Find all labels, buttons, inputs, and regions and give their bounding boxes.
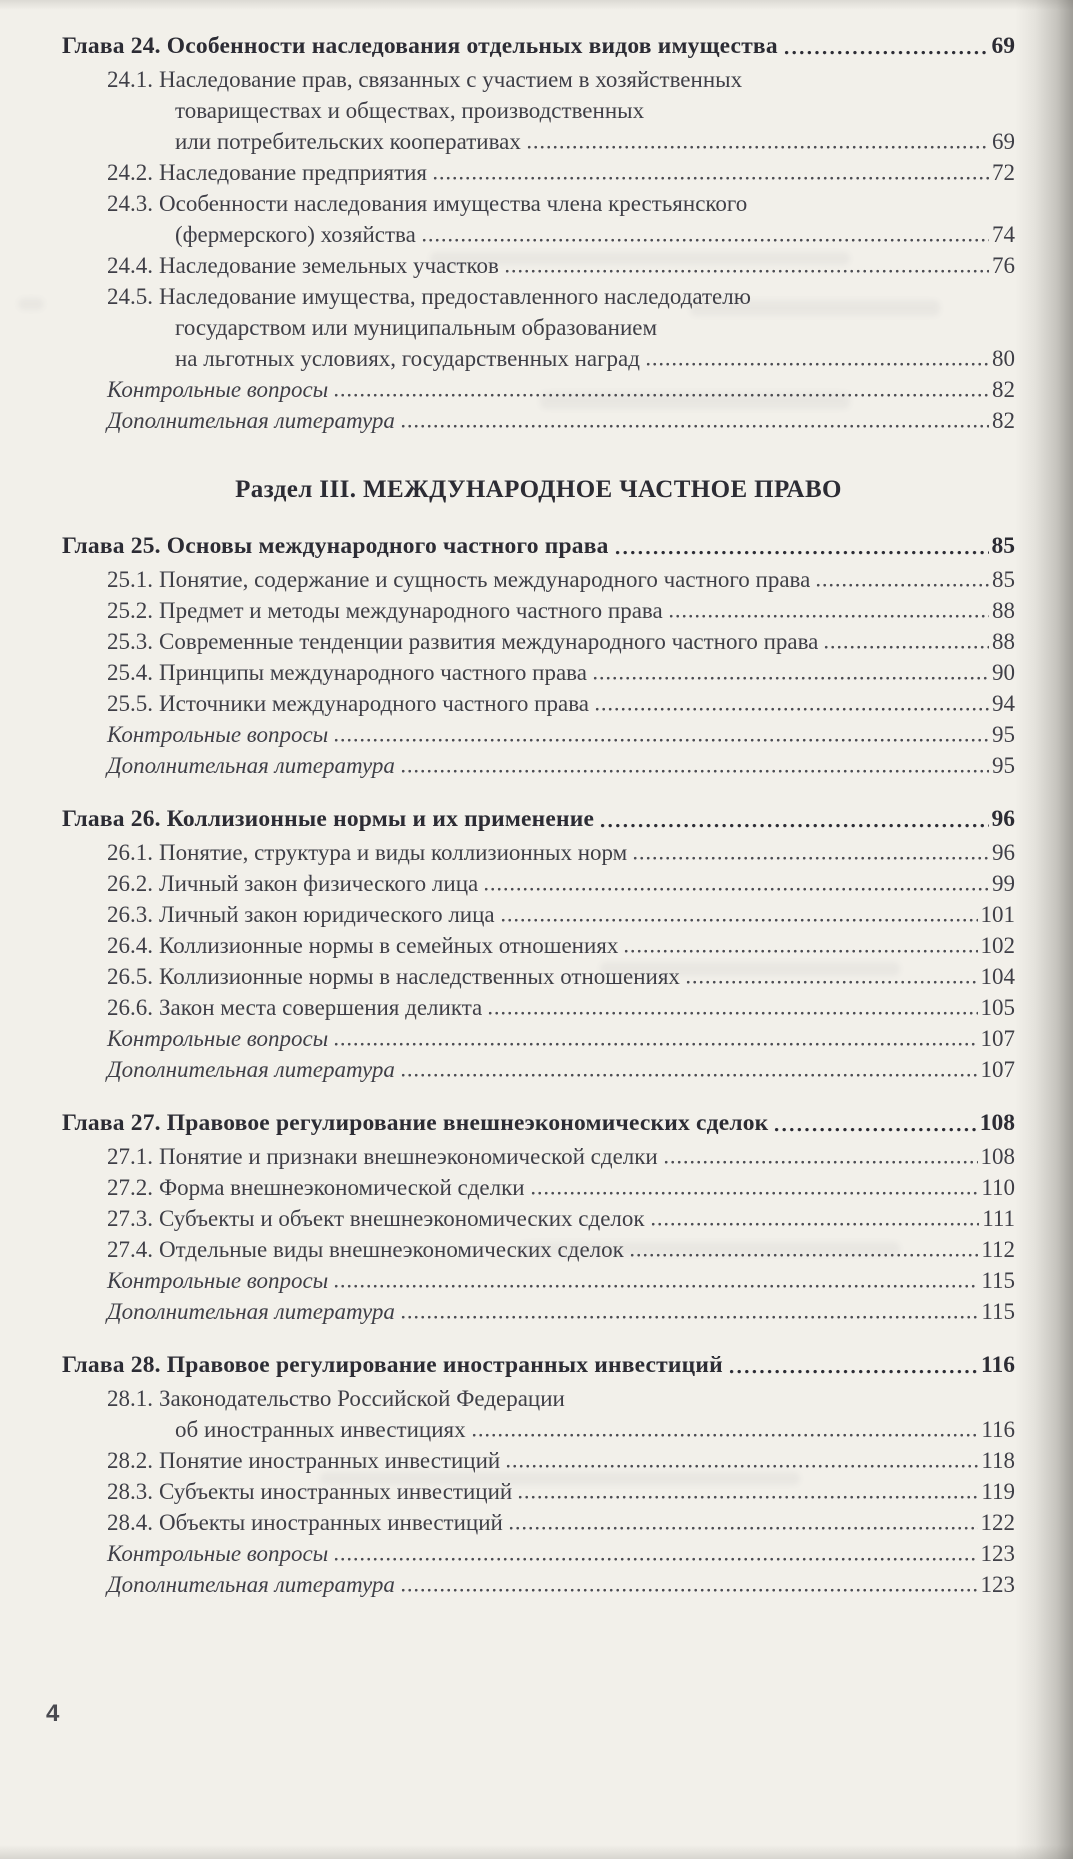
toc-item-text: Законодательство Российской Федерации <box>159 1386 565 1411</box>
toc-item-number: 25.3. <box>107 629 153 654</box>
toc-item-text: Контрольные вопросы <box>107 1026 329 1051</box>
toc-item-row <box>62 595 1015 626</box>
toc-item-text: Понятие иностранных инвестиций <box>159 1448 501 1473</box>
toc-item-number: 26.4. <box>107 933 153 958</box>
toc-leader-dots <box>646 362 989 367</box>
toc-item-text: (фермерского) хозяйства <box>175 222 416 247</box>
toc-item <box>62 188 1015 250</box>
toc-item-page-number: 74 <box>992 222 1015 247</box>
toc-item <box>62 719 1015 750</box>
toc-item-text: Наследование прав, связанных с участием в хозяйственных <box>159 67 743 92</box>
toc-item-text: Форма внешнеэкономической сделки <box>159 1175 525 1200</box>
toc-item-page-number: 118 <box>981 1448 1015 1473</box>
toc-item-text: государством или муниципальным образованием <box>175 315 658 340</box>
toc-item <box>62 1383 1015 1445</box>
toc-item-row <box>62 1141 1015 1172</box>
toc-chapter-page-number: 108 <box>979 1110 1015 1136</box>
toc-item <box>62 1476 1015 1507</box>
toc-item <box>62 837 1015 868</box>
toc-item-row <box>62 1234 1015 1265</box>
toc-item <box>62 1054 1015 1085</box>
toc-item-page-number: 119 <box>981 1479 1015 1504</box>
toc-item-text: Принципы международного частного права <box>159 660 587 685</box>
toc-leader-dots <box>527 145 989 150</box>
toc-chapter-heading-row <box>62 1347 1015 1383</box>
toc-item-page-number: 123 <box>980 1541 1015 1566</box>
toc-item <box>62 1507 1015 1538</box>
toc-item-number: 25.4. <box>107 660 153 685</box>
toc-item <box>62 1296 1015 1327</box>
toc-item-text: Личный закон юридического лица <box>159 902 495 927</box>
toc-item-row <box>62 219 1015 250</box>
toc-item-number: 24.3. <box>107 191 153 216</box>
toc-item-page-number: 116 <box>981 1417 1015 1442</box>
toc-leader-dots <box>784 50 989 56</box>
toc-item-text: Контрольные вопросы <box>107 1541 329 1566</box>
toc-leader-dots <box>484 887 989 892</box>
toc-item-row <box>62 930 1015 961</box>
toc-chapter <box>62 1347 1015 1600</box>
toc-leader-dots <box>505 269 989 274</box>
toc-item <box>62 657 1015 688</box>
toc-item <box>62 250 1015 281</box>
toc-item-text: Закон места совершения деликта <box>159 995 483 1020</box>
toc-item-number: 28.3. <box>107 1479 153 1504</box>
toc-leader-dots <box>630 1253 979 1258</box>
toc-item <box>62 1172 1015 1203</box>
toc-item-page-number: 95 <box>992 722 1015 747</box>
toc-item-text: Коллизионные нормы в наследственных отношениях <box>159 964 680 989</box>
toc-item <box>62 1445 1015 1476</box>
toc-item-row <box>62 1023 1015 1054</box>
toc-item-row <box>62 188 1015 219</box>
toc-item-row <box>62 899 1015 930</box>
toc-item-row <box>62 1476 1015 1507</box>
scan-edge-shadow-bottom <box>0 1845 1073 1859</box>
toc-item-page-number: 108 <box>980 1144 1015 1169</box>
toc-item-text: Объекты иностранных инвестиций <box>159 1510 503 1535</box>
toc-item-row <box>62 992 1015 1023</box>
toc-item-row <box>62 1507 1015 1538</box>
toc-item-text: Источники международного частного права <box>159 691 589 716</box>
toc-item-page-number: 88 <box>992 598 1015 623</box>
toc-chapter-title: Глава 24. Особенности наследования отдельных видов имущества <box>62 33 778 59</box>
toc-item-page-number: 111 <box>982 1206 1015 1231</box>
toc-item-row <box>62 657 1015 688</box>
toc-leader-dots <box>624 949 977 954</box>
toc-item-text: Понятие и признаки внешнеэкономической сделки <box>159 1144 658 1169</box>
toc-leader-dots <box>401 769 989 774</box>
toc-item <box>62 992 1015 1023</box>
toc-item-row <box>62 126 1015 157</box>
toc-item-text: Понятие, содержание и сущность международного частного права <box>159 567 811 592</box>
toc-item-page-number: 110 <box>981 1175 1015 1200</box>
toc-item <box>62 374 1015 405</box>
page-footer-number: 4 <box>46 1700 60 1727</box>
toc-item <box>62 281 1015 374</box>
toc-item-page-number: 85 <box>992 567 1015 592</box>
toc-leader-dots <box>595 707 989 712</box>
toc-item-number: 25.1. <box>107 567 153 592</box>
toc-item-number: 26.5. <box>107 964 153 989</box>
toc-item <box>62 961 1015 992</box>
toc-item-row <box>62 250 1015 281</box>
toc-item-number: 28.2. <box>107 1448 153 1473</box>
toc-item-page-number: 104 <box>980 964 1015 989</box>
toc-item-row <box>62 281 1015 312</box>
toc-item-text: Коллизионные нормы в семейных отношениях <box>159 933 619 958</box>
toc-leader-dots <box>422 238 989 243</box>
toc-item-row <box>62 312 1015 343</box>
table-of-contents <box>62 28 1015 1600</box>
toc-item-page-number: 107 <box>980 1057 1015 1082</box>
toc-item-number: 28.1. <box>107 1386 153 1411</box>
toc-item <box>62 595 1015 626</box>
toc-item-text: Контрольные вопросы <box>107 722 329 747</box>
toc-item-text: или потребительских кооперативах <box>175 129 521 154</box>
toc-item-page-number: 82 <box>992 408 1015 433</box>
toc-section-heading: Раздел III. МЕЖДУНАРОДНОЕ ЧАСТНОЕ ПРАВО <box>235 476 842 503</box>
toc-item <box>62 157 1015 188</box>
toc-item-row <box>62 564 1015 595</box>
toc-item-row <box>62 961 1015 992</box>
toc-item-number: 27.1. <box>107 1144 153 1169</box>
toc-item-row <box>62 719 1015 750</box>
toc-item-text: Контрольные вопросы <box>107 1268 329 1293</box>
toc-item <box>62 405 1015 436</box>
toc-leader-dots <box>501 918 978 923</box>
toc-chapter-page-number: 96 <box>991 806 1015 832</box>
toc-item-text: Личный закон физического лица <box>159 871 479 896</box>
toc-item <box>62 1234 1015 1265</box>
toc-chapter <box>62 28 1015 436</box>
toc-leader-dots <box>401 424 989 429</box>
toc-item <box>62 1203 1015 1234</box>
toc-leader-dots <box>334 1284 978 1289</box>
toc-leader-dots <box>633 856 989 861</box>
toc-item-page-number: 90 <box>992 660 1015 685</box>
toc-item-page-number: 88 <box>992 629 1015 654</box>
toc-leader-dots <box>472 1433 979 1438</box>
toc-item-row <box>62 343 1015 374</box>
toc-item-page-number: 122 <box>980 1510 1015 1535</box>
toc-item-number: 25.2. <box>107 598 153 623</box>
toc-leader-dots <box>669 614 989 619</box>
toc-leader-dots <box>334 1557 977 1562</box>
toc-item <box>62 64 1015 157</box>
toc-item-page-number: 112 <box>981 1237 1015 1262</box>
toc-item <box>62 1023 1015 1054</box>
toc-item-page-number: 99 <box>992 871 1015 896</box>
toc-item <box>62 868 1015 899</box>
toc-leader-dots <box>593 676 989 681</box>
toc-item-number: 27.3. <box>107 1206 153 1231</box>
toc-chapter-heading-row <box>62 528 1015 564</box>
toc-item-text: Наследование земельных участков <box>159 253 499 278</box>
toc-item-page-number: 115 <box>981 1299 1015 1324</box>
toc-item-text: Отдельные виды внешнеэкономических сделок <box>159 1237 624 1262</box>
toc-item-row <box>62 1265 1015 1296</box>
toc-item-number: 24.4. <box>107 253 153 278</box>
toc-leader-dots <box>729 1369 978 1375</box>
toc-item <box>62 564 1015 595</box>
toc-chapter-page-number: 69 <box>991 33 1015 59</box>
toc-chapter-title: Глава 25. Основы международного частного права <box>62 533 609 559</box>
toc-item-text: Особенности наследования имущества члена крестьянского <box>159 191 748 216</box>
toc-chapter-title: Глава 28. Правовое регулирование иностранных инвестиций <box>62 1352 723 1378</box>
toc-chapter-title: Глава 27. Правовое регулирование внешнеэкономических сделок <box>62 1110 769 1136</box>
toc-leader-dots <box>600 823 988 829</box>
toc-item-page-number: 76 <box>992 253 1015 278</box>
toc-chapter-heading-row <box>62 28 1015 64</box>
toc-item-row <box>62 1203 1015 1234</box>
toc-leader-dots <box>334 1042 977 1047</box>
toc-item-page-number: 95 <box>992 753 1015 778</box>
toc-item-number: 26.6. <box>107 995 153 1020</box>
toc-item-text: Наследование имущества, предоставленного наследодателю <box>159 284 751 309</box>
toc-item-page-number: 82 <box>992 377 1015 402</box>
toc-leader-dots <box>774 1127 976 1133</box>
toc-item-number: 27.2. <box>107 1175 153 1200</box>
toc-item-page-number: 80 <box>992 346 1015 371</box>
toc-item-number: 26.2. <box>107 871 153 896</box>
toc-chapter-heading-row <box>62 1105 1015 1141</box>
toc-item-page-number: 107 <box>980 1026 1015 1051</box>
toc-item-text: Современные тенденции развития международного частного права <box>159 629 819 654</box>
toc-item <box>62 1265 1015 1296</box>
toc-item-text: Субъекты и объект внешнеэкономических сделок <box>159 1206 645 1231</box>
toc-item-text: товариществах и обществах, производственных <box>175 98 645 123</box>
toc-leader-dots <box>816 583 989 588</box>
toc-leader-dots <box>401 1073 978 1078</box>
toc-item-number: 24.2. <box>107 160 153 185</box>
toc-item-page-number: 102 <box>980 933 1015 958</box>
toc-item-text: Дополнительная литература <box>107 1057 395 1082</box>
toc-leader-dots <box>824 645 989 650</box>
toc-leader-dots <box>518 1495 978 1500</box>
toc-item <box>62 899 1015 930</box>
toc-item-row <box>62 1054 1015 1085</box>
toc-item <box>62 1569 1015 1600</box>
toc-item-text: Дополнительная литература <box>107 1572 395 1597</box>
toc-item-row <box>62 750 1015 781</box>
toc-leader-dots <box>651 1222 980 1227</box>
toc-item-text: Контрольные вопросы <box>107 377 329 402</box>
toc-item <box>62 1538 1015 1569</box>
toc-item-row <box>62 1172 1015 1203</box>
toc-item-text: об иностранных инвестициях <box>175 1417 466 1442</box>
toc-item-text: на льготных условиях, государственных наград <box>175 346 640 371</box>
toc-item <box>62 1141 1015 1172</box>
toc-item-text: Дополнительная литература <box>107 1299 395 1324</box>
toc-leader-dots <box>401 1588 978 1593</box>
toc-leader-dots <box>664 1160 978 1165</box>
toc-item-page-number: 101 <box>980 902 1015 927</box>
toc-leader-dots <box>686 980 978 985</box>
toc-item <box>62 750 1015 781</box>
toc-item-number: 24.1. <box>107 67 153 92</box>
toc-chapter-heading-row <box>62 801 1015 837</box>
toc-item-number: 26.1. <box>107 840 153 865</box>
toc-item-page-number: 72 <box>992 160 1015 185</box>
toc-item-page-number: 94 <box>992 691 1015 716</box>
toc-item-row <box>62 837 1015 868</box>
toc-leader-dots <box>401 1315 978 1320</box>
toc-item-row <box>62 374 1015 405</box>
toc-item-page-number: 96 <box>992 840 1015 865</box>
toc-item-number: 25.5. <box>107 691 153 716</box>
toc-item-text: Понятие, структура и виды коллизионных норм <box>159 840 628 865</box>
toc-leader-dots <box>509 1526 978 1531</box>
toc-chapter <box>62 1105 1015 1327</box>
toc-item-text: Предмет и методы международного частного права <box>159 598 663 623</box>
toc-leader-dots <box>506 1464 978 1469</box>
toc-item-page-number: 123 <box>980 1572 1015 1597</box>
toc-leader-dots <box>433 176 989 181</box>
toc-item-number: 27.4. <box>107 1237 153 1262</box>
scan-edge-shadow-top <box>0 0 1073 10</box>
toc-leader-dots <box>615 550 989 556</box>
toc-item-text: Субъекты иностранных инвестиций <box>159 1479 513 1504</box>
toc-item-row <box>62 1538 1015 1569</box>
toc-item-row <box>62 868 1015 899</box>
toc-chapter <box>62 801 1015 1085</box>
toc-item <box>62 688 1015 719</box>
toc-chapter <box>62 528 1015 781</box>
toc-item <box>62 626 1015 657</box>
toc-item-row <box>62 1383 1015 1414</box>
toc-item-text: Дополнительная литература <box>107 408 395 433</box>
toc-item-number: 28.4. <box>107 1510 153 1535</box>
toc-item-row <box>62 64 1015 95</box>
toc-chapter-page-number: 85 <box>991 533 1015 559</box>
toc-leader-dots <box>334 393 989 398</box>
toc-item-row <box>62 157 1015 188</box>
toc-item-row <box>62 405 1015 436</box>
toc-item-number: 24.5. <box>107 284 153 309</box>
toc-item-row <box>62 1445 1015 1476</box>
toc-item-page-number: 69 <box>992 129 1015 154</box>
scan-bleed-artifact <box>18 298 44 310</box>
toc-item-page-number: 105 <box>980 995 1015 1020</box>
toc-item-row <box>62 626 1015 657</box>
toc-item-row <box>62 95 1015 126</box>
toc-leader-dots <box>531 1191 979 1196</box>
toc-item-text: Дополнительная литература <box>107 753 395 778</box>
toc-leader-dots <box>488 1011 977 1016</box>
toc-item-text: Наследование предприятия <box>159 160 428 185</box>
spine-shadow <box>1015 0 1073 1859</box>
toc-item <box>62 930 1015 961</box>
toc-item-row <box>62 1296 1015 1327</box>
toc-item-row <box>62 1414 1015 1445</box>
toc-item-number: 26.3. <box>107 902 153 927</box>
toc-chapter-title: Глава 26. Коллизионные нормы и их применение <box>62 806 595 832</box>
toc-chapter-page-number: 116 <box>981 1352 1015 1378</box>
toc-item-page-number: 115 <box>981 1268 1015 1293</box>
toc-leader-dots <box>334 738 989 743</box>
toc-item-row <box>62 688 1015 719</box>
toc-item-row <box>62 1569 1015 1600</box>
